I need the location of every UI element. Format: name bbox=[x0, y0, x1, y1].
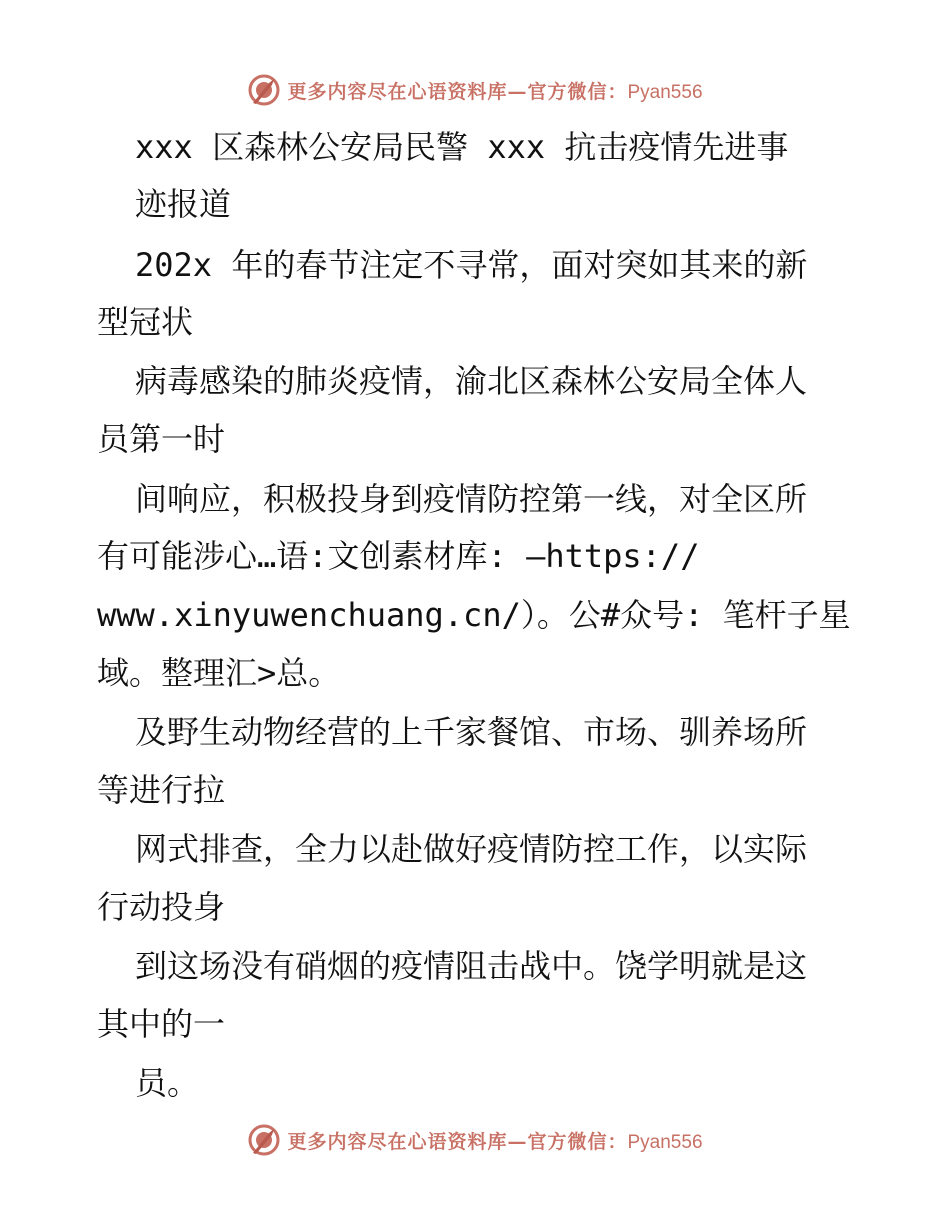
doc-line: 其中的一 bbox=[97, 1005, 226, 1043]
doc-line: www.xinyuwenchuang.cn/）。公#众号: 笔杆子星 bbox=[97, 596, 851, 634]
doc-line: 迹报道 bbox=[135, 185, 232, 223]
wechat-account: Pyan556 bbox=[627, 1131, 703, 1153]
doc-line: xxx 区森林公安局民警 xxx 抗击疫情先进事 bbox=[135, 128, 789, 166]
doc-line: 等进行拉 bbox=[97, 771, 226, 809]
watermark-text: 更多内容尽在心语资料库—官方微信：Pyan556 bbox=[287, 1130, 703, 1153]
doc-line: 型冠状 bbox=[97, 303, 194, 341]
doc-line: 到这场没有硝烟的疫情阻击战中。饶学明就是这 bbox=[135, 947, 808, 985]
doc-line: 及野生动物经营的上千家餐馆、市场、驯养场所 bbox=[135, 713, 808, 751]
footer-watermark-banner bbox=[0, 1120, 950, 1160]
watermark-text: 更多内容尽在心语资料库—官方微信：Pyan556 bbox=[287, 80, 703, 103]
doc-line: 行动投身 bbox=[97, 888, 226, 926]
doc-line: 有可能涉心…语:文创素材库: —https:// bbox=[97, 537, 700, 575]
wechat-account: Pyan556 bbox=[627, 81, 703, 103]
doc-line: 间响应，积极投身到疫情防控第一线，对全区所 bbox=[135, 480, 808, 518]
doc-line: 病毒感染的肺炎疫情，渝北区森林公安局全体人 bbox=[135, 362, 808, 400]
doc-line: 域。整理汇>总。 bbox=[97, 654, 341, 692]
doc-line: 员第一时 bbox=[97, 420, 226, 458]
pen-logo-icon bbox=[247, 1123, 281, 1157]
doc-line: 202x 年的春节注定不寻常，面对突如其来的新 bbox=[135, 246, 808, 284]
doc-line: 网式排查，全力以赴做好疫情防控工作，以实际 bbox=[135, 830, 808, 868]
doc-line: 员。 bbox=[135, 1064, 200, 1102]
